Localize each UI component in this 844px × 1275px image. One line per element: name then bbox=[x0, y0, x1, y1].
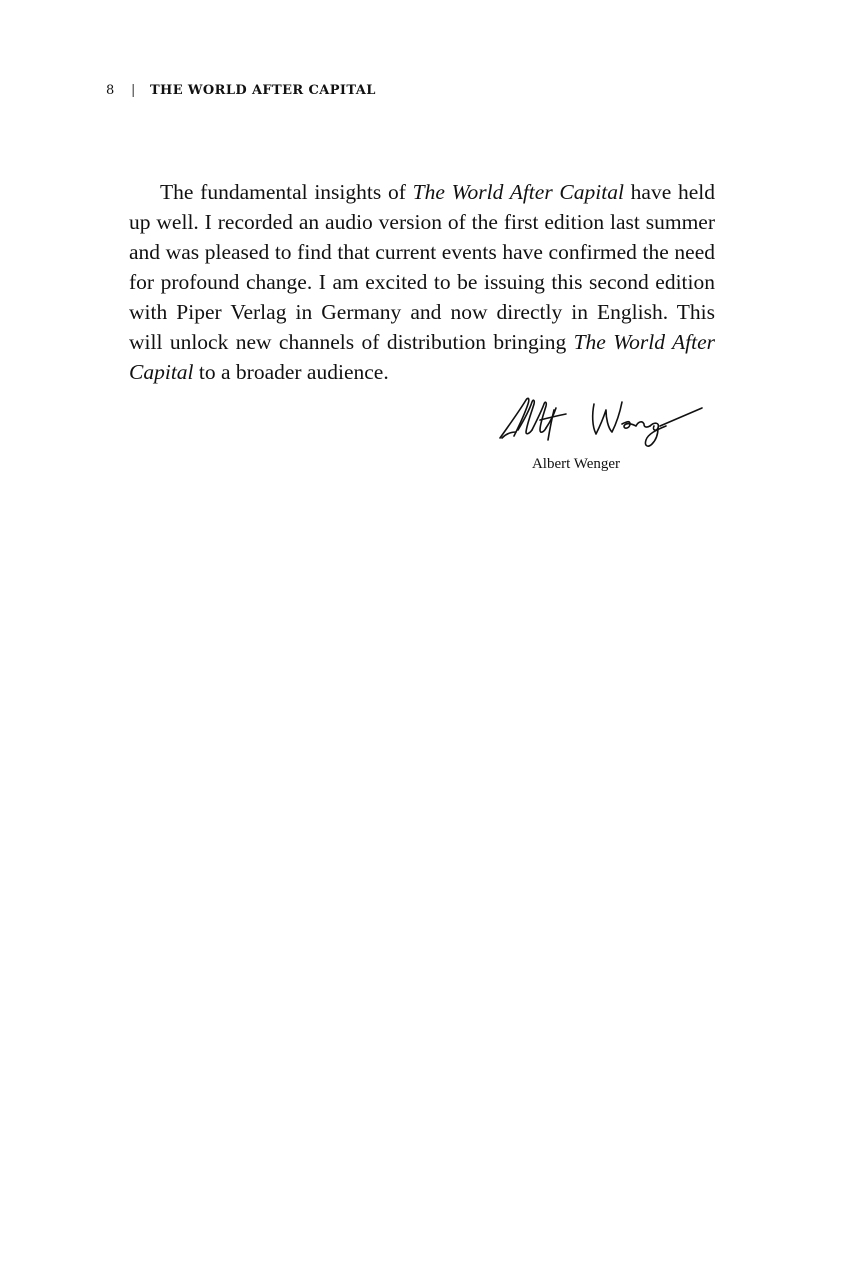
body-paragraph bbox=[129, 177, 715, 387]
book-title-italic: The World After Capital bbox=[412, 180, 624, 204]
handwritten-signature bbox=[496, 394, 706, 450]
signer-name: Albert Wenger bbox=[531, 456, 621, 472]
header-separator: | bbox=[130, 83, 136, 98]
page-number: 8 bbox=[106, 83, 115, 98]
paragraph-segment: to a broader audience. bbox=[193, 360, 389, 384]
paragraph-segment: The fundamental insights of bbox=[160, 180, 413, 204]
running-header bbox=[106, 82, 376, 100]
book-title: THE WORLD AFTER CAPITAL bbox=[149, 83, 376, 98]
paragraph-segment: have held up well. I recorded an audio version of the first edition last summer and was pleased to find that current events have confirmed the need for profound change. I am excited to be issuing this second edition with Piper Verlag in Germany and now directly in English. This will unlock new channels of distribution bringing bbox=[129, 180, 715, 354]
signature-icon bbox=[496, 394, 706, 450]
book-title-italic: The World After Capital bbox=[129, 330, 715, 384]
